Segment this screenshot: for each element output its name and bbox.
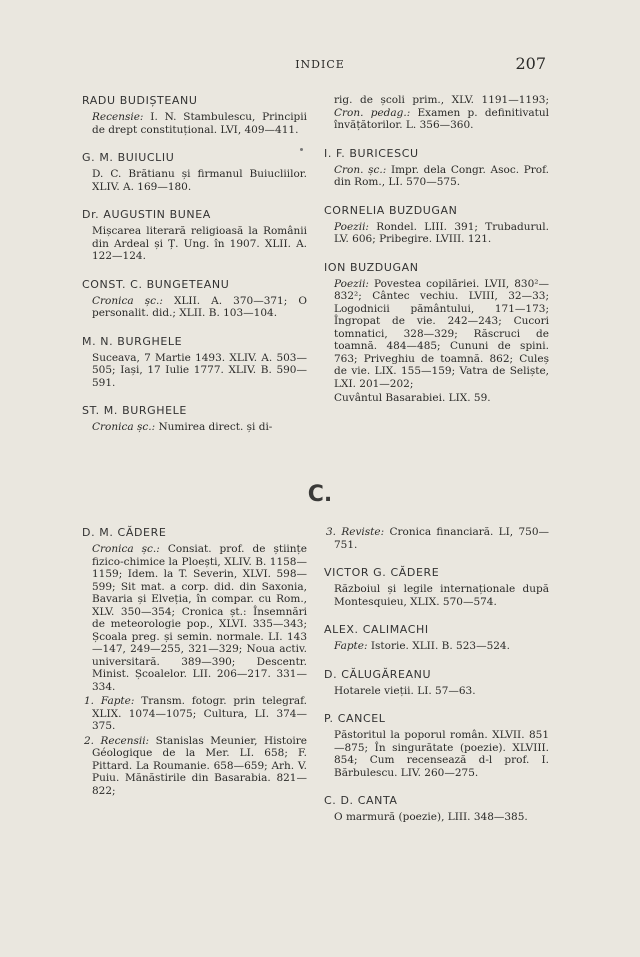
index-entry <box>82 526 307 797</box>
continued-entry-text <box>324 94 549 132</box>
author-name: D. M. CĂDERE <box>82 526 167 539</box>
entry-item <box>324 685 549 698</box>
entry-text: Stanislas Meunier, Histoire Géologique de la Mer. LI. 658; F. Pittard. La Roumanie. 658—659; Arh. V. Puiu. Mănăstirile din Basarabia. 821—822; <box>92 734 307 797</box>
index-entry <box>324 526 549 551</box>
entry-item <box>324 278 549 391</box>
entry-label: Fapte: <box>334 640 368 652</box>
entry-text: Numirea direct. și di- <box>155 421 273 433</box>
index-entry <box>324 794 549 824</box>
entry-text: I. N. Stambulescu, Principii de drept constituțional. LVI, 409—411. <box>92 111 307 136</box>
entry-label: 3. Reviste: <box>326 526 385 538</box>
entry-label: Poezii: <box>334 220 369 233</box>
entry-text: Cronica financiară. LI, 750—751. <box>334 526 550 551</box>
entry-text: Examen p. definitivatul învățătorilor. L. 356—360. <box>334 106 550 131</box>
right-column-top-entries <box>324 147 549 405</box>
author-name: VICTOR G. CĂDERE <box>324 566 440 579</box>
page-header <box>0 56 640 76</box>
entry-text: Războiul și legile internaționale după Montesquieu, XLIX. 570—574. <box>334 583 549 608</box>
author-name: I. F. BURICESCU <box>324 146 419 160</box>
entry-item <box>82 295 307 320</box>
index-entry <box>82 335 307 390</box>
entry-item <box>82 111 307 136</box>
entry-item <box>82 421 307 434</box>
index-entry <box>82 151 307 193</box>
index-entry <box>82 404 307 434</box>
section-letter: C. <box>307 482 333 507</box>
entry-item <box>324 526 549 551</box>
entry-label: Cron. șc.: <box>334 163 387 176</box>
page-number: 207 <box>515 54 546 73</box>
entry-label: Cronica șc.: <box>92 543 160 555</box>
right-column-bottom <box>324 526 549 839</box>
entry-item <box>82 735 307 798</box>
author-name: M. N. BURGHELE <box>82 334 183 348</box>
entry-text: Transm. fotogr. prin telegraf. XLIX. 1074—1075; Cultura, LI. 374—375. <box>92 695 307 732</box>
index-entry <box>324 566 549 608</box>
index-entry <box>324 147 549 189</box>
entry-item <box>324 221 549 246</box>
entry-text: Hotarele vieții. LI. 57—63. <box>334 684 476 697</box>
entry-label: 1. Fapte: <box>84 695 135 707</box>
entry-item <box>82 352 307 390</box>
entry-label: 2. Recensii: <box>84 734 150 747</box>
author-name: ALEX. CALIMACHI <box>324 623 429 636</box>
entry-label: Cron. pedag.: <box>334 106 411 119</box>
author-name: CONST. C. BUNGETEANU <box>82 277 230 291</box>
entry-text: Păstoritul la poporul român. XLVII. 851—875; În singurătate (poezie). XLVIII. 854; Cum recensează d-l prof. I. Bărbulescu. LIV. 260—275. <box>334 729 549 779</box>
entry-item <box>324 583 549 608</box>
index-entry <box>324 204 549 246</box>
entry-text: Mișcarea literară religioasă la Românii din Ardeal și Ț. Ung. în 1907. XLII. A. 122—124. <box>92 225 307 262</box>
entry-text: rig. de școli prim., XLV. 1191—1193; <box>334 94 549 106</box>
entry-item <box>324 164 549 189</box>
author-name: ST. M. BURGHELE <box>82 404 187 417</box>
entry-item <box>82 168 307 193</box>
author-name: P. CANCEL <box>324 712 386 725</box>
entry-label: Poezii: <box>334 277 369 290</box>
author-name: C. D. CANTA <box>324 794 398 807</box>
author-name: ION BUZDUGAN <box>324 260 419 274</box>
author-name: CORNELIA BUZDUGAN <box>324 203 458 217</box>
entry-item <box>82 543 307 693</box>
author-name: Dr. AUGUSTIN BUNEA <box>82 208 211 221</box>
index-entry <box>324 623 549 653</box>
entry-text: Consiat. prof. de științe fizico-chimice la Ploești, XLIV. B. 1158—1159; Idem. la T. Severin, XLVI. 598—599; Sit mat. a corp. did. din Saxonia, Bavaria și Elveția, în compar. cu Rom., XLV. 350—354; Cronica șt.: Însemnări de meteorologie pop., XLVI. 335—343; Școala preg. și semin. normale. LI. 143—147, 249—255, 321—329; Noua activ. universitară. 389—390; Descentr. Minist. Școalelor. LII. 206—217. 331—334. <box>92 543 307 693</box>
entry-text: Suceava, 7 Martie 1493. XLIV. A. 503—505; Iași, 17 Iulie 1777. XLIV. B. 590—591. <box>92 351 307 389</box>
running-title: INDICE <box>295 58 345 71</box>
index-entry <box>82 94 307 136</box>
entry-label: Recensie: <box>92 111 144 123</box>
entry-text: O marmură (poezie), LIII. 348—385. <box>334 811 528 823</box>
entry-item <box>82 695 307 733</box>
entry-label: Cronica șc.: <box>92 294 163 307</box>
index-entry <box>324 668 549 698</box>
entry-item <box>324 640 549 653</box>
index-entry <box>82 208 307 263</box>
right-column-top <box>324 94 549 420</box>
entry-text: Impr. dela Congr. Asoc. Prof. din Rom., LI. 570—575. <box>334 163 549 188</box>
entry-item <box>324 392 549 405</box>
left-column-top <box>82 94 307 449</box>
author-name: G. M. BUIUCLIU <box>82 151 175 164</box>
index-entry <box>324 712 549 779</box>
entry-text: D. C. Brătianu și firmanul Buiucliilor. XLIV. A. 169—180. <box>92 168 307 193</box>
author-name: RADU BUDIȘTEANU <box>82 94 198 107</box>
entry-item <box>324 729 549 779</box>
entry-text: Povestea copilăriei. LVII, 830²—832²; Cântec vechiu. LVIII, 32—33; Logodnicii pământului, 171—173; Îngropat de vie. 242—243; Cucori tomnatici, 328—329; Răscruci de toamnă. 484—485; Cununi de spini. 763; Priveghiu de toamnă. 862; Culeș de vie. LIX. 155—159; Vatra de Seliște, LXI. 201—202; <box>334 277 549 390</box>
index-entry <box>324 261 549 405</box>
entry-text: XLII. A. 370—371; O personalit. did.; XLII. B. 103—104. <box>92 294 307 319</box>
entry-item <box>82 225 307 263</box>
entry-item <box>324 811 549 824</box>
index-entry <box>82 278 307 320</box>
left-column-bottom <box>82 526 307 812</box>
entry-text: Istorie. XLII. B. 523—524. <box>367 640 510 652</box>
entry-text: Cuvântul Basarabiei. LIX. 59. <box>334 392 491 404</box>
entry-label: Cronica șc.: <box>92 421 156 433</box>
author-name: D. CĂLUGĂREANU <box>324 667 432 681</box>
entry-text: Rondel. LIII. 391; Trubadurul. LV. 606; Pribegire. LVIII. 121. <box>334 220 549 245</box>
